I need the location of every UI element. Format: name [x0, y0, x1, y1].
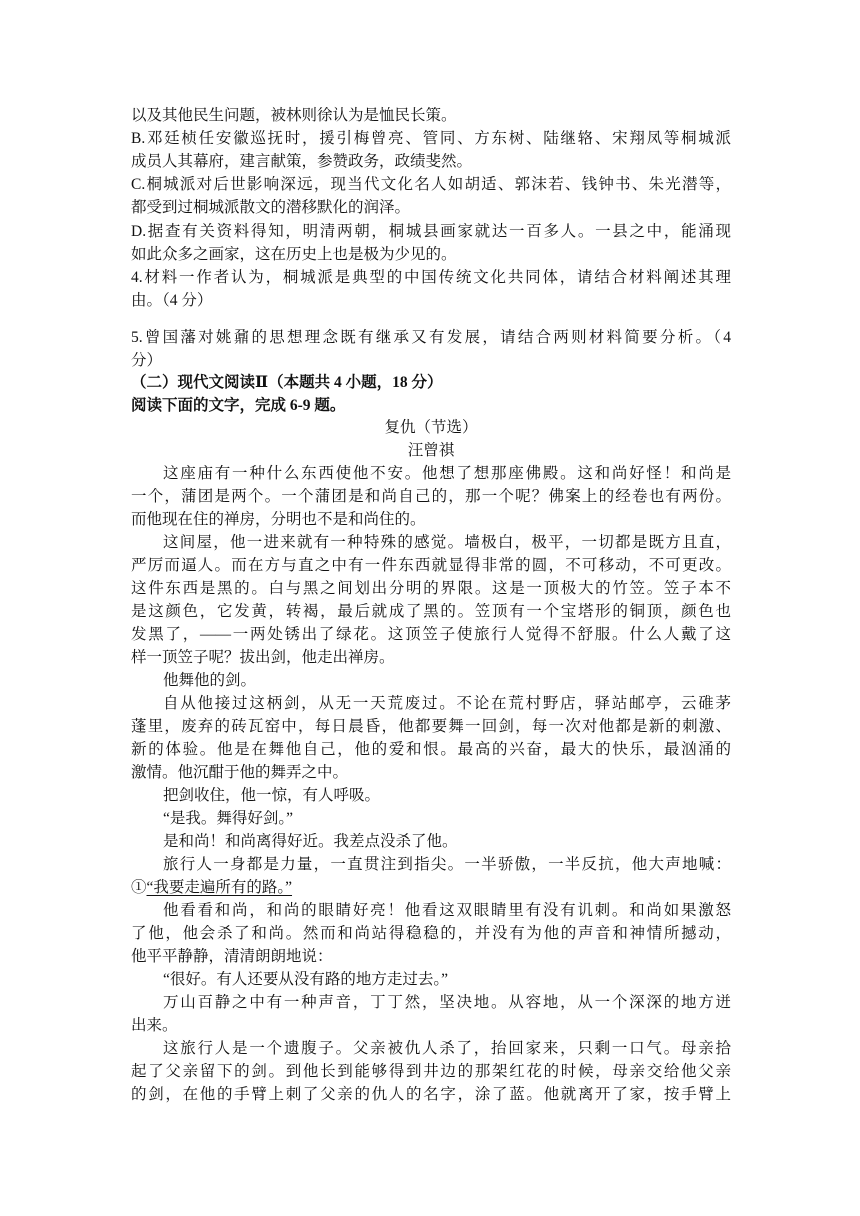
paragraph-line: 把剑收住，他一惊，有人呼吸。: [163, 787, 381, 804]
question-5-line: 5.曾国藩对姚鼐的思想理念既有继承又有发展，请结合两则材料简要分析。（4: [131, 329, 731, 346]
paragraph-line: 新的体验。他是在舞他自己，他的爱和恨。最高的兴奋，最大的快乐，最汹涌的: [131, 741, 731, 758]
paragraph-line: 发黑了，——一两处锈出了绿花。这顶笠子使旅行人觉得不舒服。什么人戴了这: [131, 626, 731, 643]
text-line: 都受到过桐城派散文的潜移默化的润泽。: [131, 199, 411, 216]
paragraph-line: 自从他接过这柄剑，从无一天荒废过。不论在荒村野店，驿站邮亭，云碓茅: [163, 695, 731, 712]
dialogue-line: “很好。有人还要从没有路的地方走过去。”: [163, 971, 449, 988]
option-d-line: D.据查有关资料得知，明清两朝，桐城县画家就达一百多人。一县之中，能涌现: [131, 223, 731, 240]
paragraph-line: 了他，他会杀了和尚。然而和尚站得稳稳的，并没有为他的声音和神情所撼动，: [131, 925, 731, 942]
option-c-line: C.桐城派对后世影响深远，现当代文化名人如胡适、郭沫若、钱钟书、朱光潜等，: [131, 176, 731, 193]
paragraph-line: 严厉而逼人。而在方与直之中有一件东西就显得非常的圆，不可移动，不可更改。: [131, 557, 731, 574]
text-line: 以及其他民生问题，被林则徐认为是恤民长策。: [131, 107, 457, 124]
paragraph-line: 的剑，在他的手臂上刺了父亲的仇人的名字，涂了蓝。他就离开了家，按手臂上: [131, 1086, 731, 1103]
text-line: 如此众多之画家，这在历史上也是极为少见的。: [131, 246, 457, 263]
circled-number-marker: ①: [131, 879, 147, 896]
paragraph-line: 他看看和尚，和尚的眼睛好亮！他看这双眼睛里有没有讥刺。和尚如果激怒: [163, 902, 731, 919]
paragraph-line: 而他现在住的禅房，分明也不是和尚住的。: [131, 511, 426, 528]
paragraph-line: 样一顶笠子呢？拔出剑，他走出禅房。: [131, 649, 395, 666]
paragraph-line: 起了父亲留下的剑。到他长到能够得到井边的那架红花的时候，母亲交给他父亲: [131, 1063, 731, 1080]
text-line: 分）: [131, 352, 163, 369]
section-instruction: 阅读下面的文字，完成 6-9 题。: [131, 397, 346, 414]
article-author: 汪曾祺: [407, 442, 455, 459]
paragraph-line: 他舞他的剑。: [163, 672, 257, 689]
option-b-line: B.邓廷桢任安徽巡抚时，援引梅曾亮、管同、方东树、陆继辂、宋翔凤等桐城派: [131, 130, 731, 147]
paragraph-line: 激情。他沉酣于他的舞弄之中。: [131, 764, 349, 781]
paragraph-line: 旅行人一身都是力量，一直贯注到指尖。一半骄傲，一半反抗，他大声地喊：: [163, 856, 731, 873]
paragraph-line: 这旅行人是一个遗腹子。父亲被仇人杀了，抬回家来，只剩一口气。母亲拾: [163, 1040, 731, 1057]
paragraph-line: 是这颜色，它发黄，转褐，最后就成了黑的。笠顶有一个宝塔形的铜顶，颜色也: [131, 603, 731, 620]
text-line: 成员人其幕府，建言献策，参赞政务，政绩斐然。: [131, 153, 473, 170]
paragraph-line: 蓬里，废弃的砖瓦窑中，每日晨昏，他都要舞一回剑，每一次对他都是新的刺激、: [131, 718, 731, 735]
paragraph-line: 他平平静静，清清朗朗地说：: [131, 948, 333, 965]
paragraph-line: 一个，蒲团是两个。一个蒲团是和尚自己的，那一个呢？佛案上的经卷也有两份。: [131, 488, 731, 505]
paragraph-line: 这件东西是黑的。白与黑之间划出分明的界限。这是一顶极大的竹笠。笠子本不: [131, 580, 731, 597]
paragraph-line: 这间屋，他一进来就有一种特殊的感觉。墙极白，极平，一切都是既方且直，: [163, 534, 731, 551]
paragraph-line: 是和尚！和尚离得好近。我差点没杀了他。: [163, 833, 458, 850]
dialogue-line: “是我。舞得好剑。”: [163, 810, 294, 827]
section-heading: （二）现代文阅读Ⅱ（本题共 4 小题，18 分）: [131, 374, 443, 391]
text-line: 由。（4 分）: [131, 292, 213, 309]
paragraph-line: 这座庙有一种什么东西使他不安。他想了想那座佛殿。这和尚好怪！和尚是: [163, 465, 731, 482]
underlined-sentence: “我要走遍所有的路。”: [146, 879, 293, 896]
article-title: 复仇（节选）: [384, 419, 478, 436]
paragraph-line: 万山百静之中有一种声音，丁丁然，坚决地。从容地，从一个深深的地方迸: [163, 994, 731, 1011]
question-4-line: 4.材料一作者认为，桐城派是典型的中国传统文化共同体，请结合材料阐述其理: [131, 269, 731, 286]
paragraph-line: 出来。: [131, 1017, 178, 1034]
